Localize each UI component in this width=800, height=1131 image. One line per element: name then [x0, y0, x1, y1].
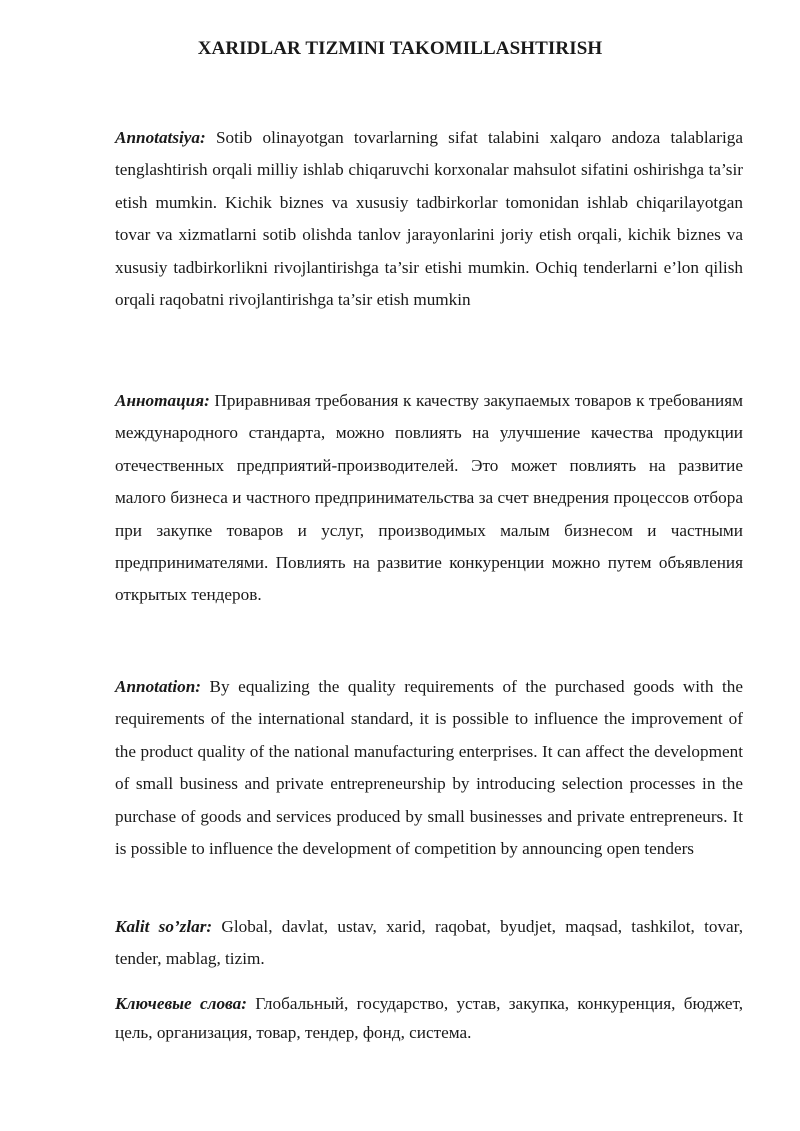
annotation-uz-text: Sotib olinayotgan tovarlarning sifat talabini xalqaro andoza talablariga tenglashtirish orqali milliy ishlab chiqaruvchi korxonalar mahsulot sifatini oshirishga ta’sir etish mumkin. Kichik biznes va xususiy tadbirkorlar tomonidan ishlab chiqarilayotgan tovar va xizmatlarni sotib olishda tanlov jarayonlarini joriy etish orqali, kichik biznes va xususiy tadbirkorlikni rivojlantirishga ta’sir etishi mumkin. Ochiq tenderlarni e’lon qilish orqali raqobatni rivojlantirishga ta’sir etish mumkin: [115, 128, 743, 310]
annotation-ru: [115, 385, 743, 612]
keywords-ru-text: Глобальный, государство, устав, закупка, конкуренция, бюджет, цель, организация, товар, тендер, фонд, система.: [115, 994, 743, 1042]
keywords-ru-label: Ключевые слова:: [115, 994, 247, 1013]
annotation-en-label: Annotation:: [115, 677, 201, 696]
annotation-en-text: By equalizing the quality requirements of the purchased goods with the requirements of the international standard, it is possible to influence the improvement of the product quality of the national manufacturing enterprises. It can affect the development of small business and private entrepreneurship by introducing selection processes in the purchase of goods and services produced by small businesses and private entrepreneurs. It is possible to influence the development of competition by announcing open tenders: [115, 677, 743, 859]
annotation-ru-text: Приравнивая требования к качеству закупаемых товаров к требованиям международного стандарта, можно повлиять на улучшение качества продукции отечественных предприятий-производителей. Это может повлиять на развитие малого бизнеса и частного предпринимательства за счет внедрения процессов отбора при закупке товаров и услуг, производимых малым бизнесом и частными предпринимателями. Повлиять на развитие конкуренции можно путем объявления открытых тендеров.: [115, 391, 743, 605]
keywords-uz: [115, 911, 743, 976]
annotation-ru-label: Аннотация:: [115, 391, 210, 410]
annotation-uz-label: Annotatsiya:: [115, 128, 206, 147]
keywords-uz-text: Global, davlat, ustav, xarid, raqobat, byudjet, maqsad, tashkilot, tovar, tender, mablag, tizim.: [115, 917, 744, 969]
annotation-uz: [115, 122, 743, 316]
page-title: XARIDLAR TIZMINI TAKOMILLASHTIRISH: [197, 38, 603, 59]
keywords-ru: [115, 989, 743, 1047]
annotation-en: [115, 671, 743, 865]
keywords-uz-label: Kalit so’zlar:: [115, 917, 213, 936]
